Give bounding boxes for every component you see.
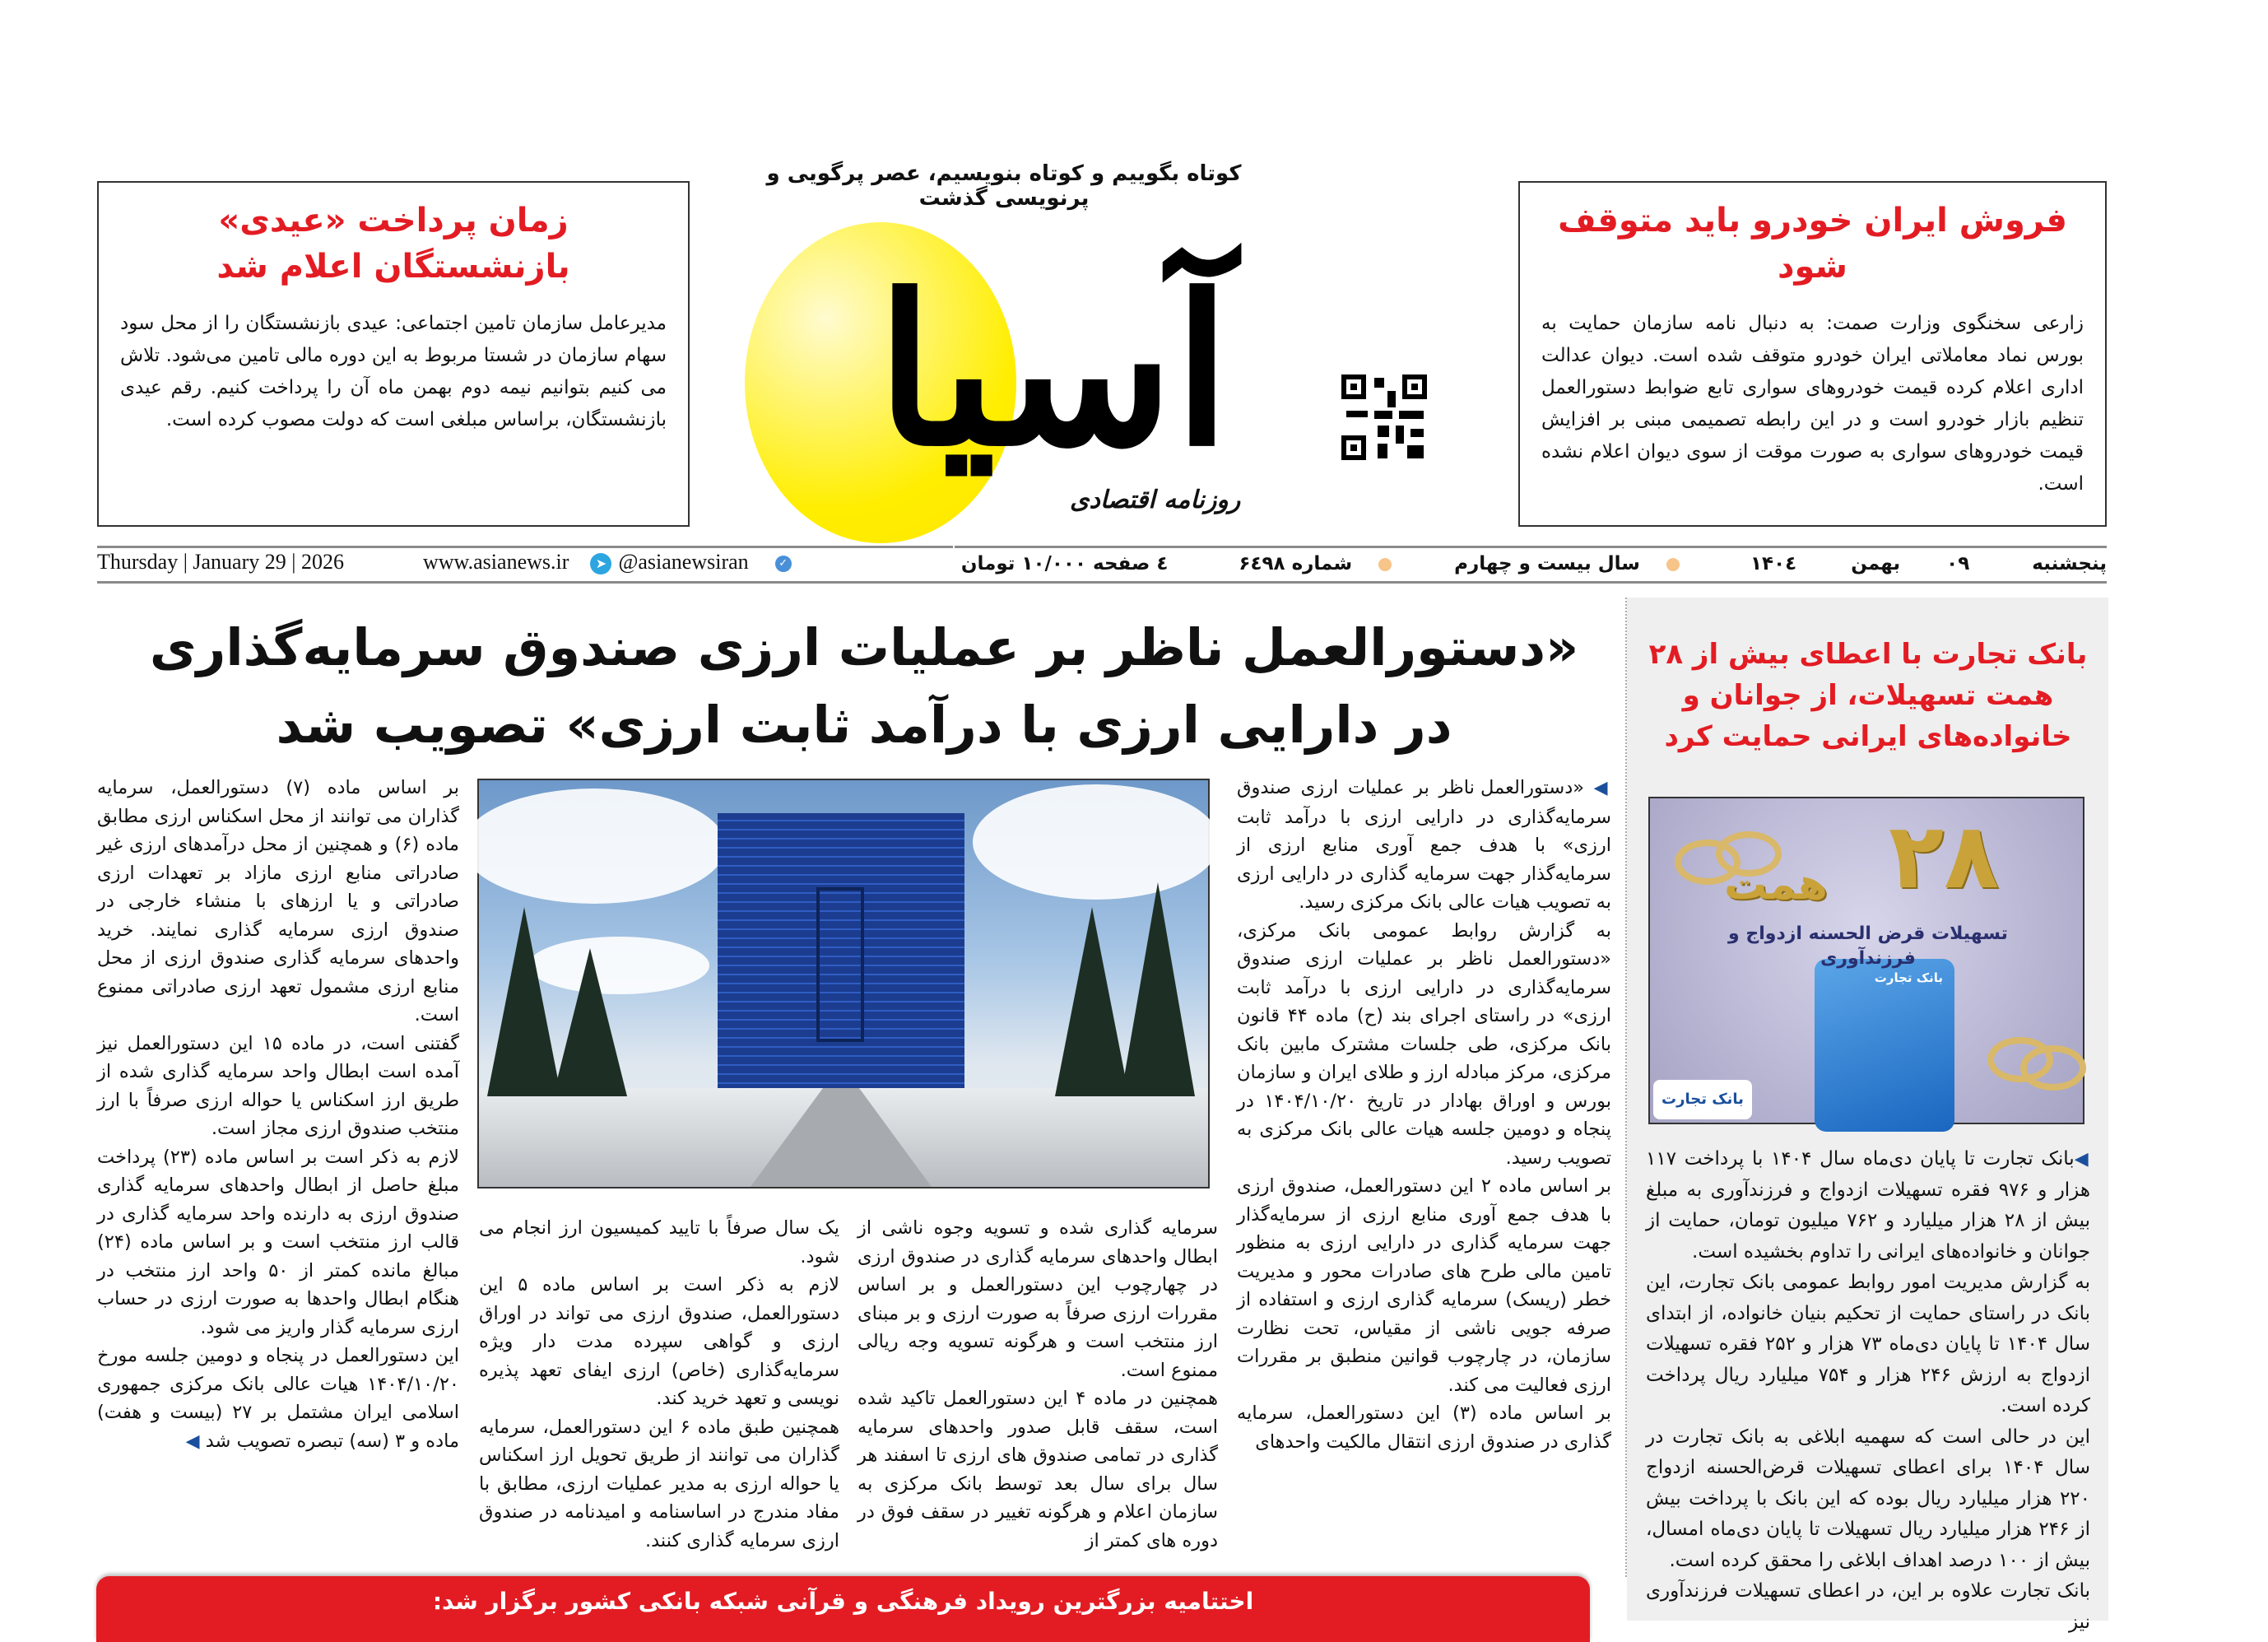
central-bank-photo: [477, 779, 1210, 1188]
issue-number: شماره ۶٤۹۸: [1239, 553, 1353, 574]
masthead-slogan: کوتاه بگوییم و کوتاه بنویسیم، عصر پرگویی و پرنویسی گذشت: [766, 161, 1242, 211]
article-column-3: [479, 1214, 839, 1555]
month: بهمن: [1851, 553, 1901, 574]
weekday: پنجشنبه: [2032, 553, 2107, 574]
year: ۱۴۰٤: [1750, 553, 1797, 574]
main-headline-line2: در دارایی ارزی با درآمد ثابت ارزی» تصویب شد: [276, 695, 1452, 755]
paragraph: سرمایه گذاری شده و تسویه وجوه ناشی از ابطال واحدهای سرمایه گذاری در صندوق ارزی در چهارچوب این دستورالعمل و بر اساس مقررات ارزی صرفاً به صورت ارزی و بر مبنای ارز منتخب است و هرگونه تسویه وجه ریالی ممنوع است.: [857, 1217, 1218, 1381]
main-headline[interactable]: [123, 609, 1605, 764]
separator-dot-icon: [1378, 558, 1392, 571]
bullet-arrow-icon: ◀: [1593, 778, 1612, 798]
bottom-news-banner[interactable]: [96, 1576, 1590, 1642]
teaser-box-iran-khodro[interactable]: [1518, 181, 2107, 527]
issue-info-en: [97, 550, 792, 574]
banner-text: اختتامیه بزرگترین رویداد فرهنگی و قرآنی شبکه بانکی کشور برگزار شد:: [432, 1588, 1254, 1615]
main-headline-line1: «دستورالعمل ناظر بر عملیات ارزی صندوق سرمایه‌گذاری: [149, 617, 1579, 677]
paragraph: همچنین در ماده ۴ این دستورالعمل تاکید شده است، سقف قابل صدور واحدهای سرمایه گذاری در تمامی صندوق های ارزی تا اسفند هر سال برای سال بعد توسط بانک مرکزی به سازمان اعلام و هرگونه تغییر در سقف فوق در دوره های کمتر از: [857, 1388, 1218, 1551]
sidebar-article: [1646, 1144, 2090, 1638]
masthead-subtitle: روزنامه اقتصادی: [1070, 486, 1241, 514]
paragraph: بر اساس ماده (۷) دستورالعمل، سرمایه گذاران می توانند از محل اسکناس ارزی مطابق ماده (۶) و همچنین از محل درآمدهای ارزی غیر صادراتی منابع ارزی مازاد بر تعهدات ارزی صادراتی و یا ارزهای با منشاء خارجی در صندوق ارزی سرمایه گذاری نمایند. خرید واحدهای سرمایه گذاری صندوق ارزی از محل منابع ارزی مشمول تعهد ارزی صادراتی ممنوع است.: [97, 777, 459, 1026]
paragraph: گفتنی است، در ماده ۱۵ این دستورالعمل نیز آمده است ابطال واحد سرمایه گذاری شده از طریق ارز اسکناس یا حواله ارزی صرفاً با ارز منتخب صندوق ارزی مجاز است.: [97, 1032, 459, 1139]
teaser-body: مدیرعامل سازمان تامین اجتماعی: عیدی بازنشستگان را از محل سود سهام سازمان در شستا مربوط به این دوره مالی تامین می‌شود. تلاش می کنیم بتوانیم نیمه دوم بهمن ماه آن را پرداخت کنیم. رقم عیدی بازنشستگان، براساس مبلغی است که دولت مصوب کرده است.: [120, 313, 667, 430]
article-column-2: [857, 1214, 1218, 1555]
pages-price: ٤ صفحه ۱۰/۰۰۰ تومان: [960, 553, 1169, 574]
paragraph: بر اساس ماده ۲ این دستورالعمل، صندوق ارزی با هدف جمع آوری منابع ارزی از سرمایه‌گذار جهت سرمایه گذاری در دارایی ارزی به منظور تامین مالی طرح های صادرات محور و مدیریت خطر (ریسک) سرمایه گذاری ارزی و استفاده از صرفه جویی ناشی از مقیاس، تحت نظارت سازمان، در چارچوب قوانین منطبق بر مقررات ارزی فعالیت می کند.: [1237, 1175, 1612, 1396]
paragraph: بر اساس ماده (۳) این دستورالعمل، سرمایه گذاری در صندوق ارزی انتقال مالکیت واحدهای: [1237, 1402, 1611, 1453]
divider: [955, 546, 2107, 548]
paragraph: لازم به ذکر است بر اساس ماده ۵ این دستورالعمل، صندوق ارزی می تواند در اوراق ارزی و گواهی سپرده مدت دار ویژه سرمایه‌گذاری (خاص) ارزی ایفای تعهد پذیره نویسی و تعهد خرید کند.: [479, 1274, 840, 1409]
paragraph: همچنین طبق ماده ۶ این دستورالعمل، سرمایه گذاران می توانند از طریق تحویل ارز اسکناس یا حواله ارزی به مدیر عملیات ارزی، مطابق با مفاد مندرج در اساسنامه و امیدنامه در صندوق ارزی سرمایه گذاری کنند.: [479, 1416, 839, 1551]
article-column-4: [97, 774, 459, 1456]
sidebar-headline[interactable]: بانک تجارت با اعطای بیش از ۲۸ همت تسهیلات، از جوانان و خانواده‌های ایرانی حمایت کرد: [1648, 638, 2088, 753]
masthead-logo-text: آسیا: [876, 249, 1231, 491]
article-column-1: [1237, 774, 1611, 1456]
teaser-headline[interactable]: فروش ایران خودرو باید متوقف شود: [1558, 202, 2067, 286]
qr-code-icon[interactable]: [1341, 374, 1427, 460]
bank-card-image: [1815, 959, 1954, 1132]
tower-shape: [718, 813, 964, 1109]
paragraph: بانک تجارت تا پایان دی‌ماه سال ۱۴۰۴ با پرداخت ۱۱۷ هزار و ۹۷۶ فقره تسهیلات ازدواج و فرزندآوری به مبلغ بیش از ۲۸ هزار میلیارد و ۷۶۲ میلیون تومان، حمایت از جوانان و خانواده‌های ایرانی را تداوم بخشیده است.: [1646, 1148, 2091, 1263]
paragraph: به گزارش مدیریت امور روابط عمومی بانک تجارت، این بانک در راستای حمایت از تحکیم بنیان خانواده، از ابتدای سال ۱۴۰۴ تا پایان دی‌ماه ۷۳ هزار و ۲۵۲ فقره تسهیلات ازدواج به ارزش ۲۴۶ هزار و ۷۵۴ میلیارد ریال پرداخت کرده است.: [1646, 1272, 2091, 1416]
website-link[interactable]: www.asianews.ir: [423, 550, 569, 574]
paragraph: به گزارش روابط عمومی بانک مرکزی، «دستورالعمل ناظر بر عملیات ارزی صندوق سرمایه‌گذاری در دارایی ارزی با درآمد ثابت ارزی» در راستای اجرای بند (ح) ماده ۴۴ قانون بانک مرکزی، طی جلسات مشترک مابین بانک مرکزی، مرکز مبادله ارز و طلای ایران و سازمان بورس و اوراق بهادار در تاریخ ۱۴۰۴/۱۰/۲۰ در پنجاه و دومین جلسه هیات عالی بانک مرکزی به تصویب رسید.: [1237, 919, 1611, 1169]
paragraph: یک سال صرفاً با تایید کمیسیون ارز انجام می شود.: [479, 1217, 839, 1268]
teaser-box-pensioners-bonus[interactable]: [97, 181, 690, 527]
divider: [97, 546, 953, 548]
card-brand: بانک تجارت: [1874, 970, 1943, 985]
ad-tagline: تسهیلات قرض الحسنه ازدواج و فرزندآوری: [1728, 923, 2008, 969]
ad-unit: همت: [1724, 860, 1828, 909]
separator-dot-icon: [1666, 558, 1680, 571]
day: ۰۹: [1946, 553, 1970, 574]
end-arrow-icon: ◀: [185, 1430, 200, 1452]
tejarat-bank-ad[interactable]: [1648, 797, 2084, 1124]
verified-badge-icon: ✓: [775, 556, 792, 572]
ad-number: ۲۸: [1889, 803, 2000, 909]
teaser-headline[interactable]: زمان پرداخت «عیدی» بازنشستگان اعلام شد: [216, 202, 570, 286]
tejarat-logo: بانک تجارت: [1653, 1080, 1752, 1119]
volume: سال بیست و چهارم: [1454, 553, 1640, 574]
paragraph: این در حالی است که سهمیه ابلاغی به بانک تجارت در سال ۱۴۰۴ برای اعطای تسهیلات قرض‌الحسنه ازدواج ۲۲۰ هزار میلیارد ریال بوده که این بانک با پرداخت بیش از ۲۴۶ هزار میلیارد ریال تسهیلات تا پایان دی‌ماه امسال، بیش از ۱۰۰ درصد اهداف ابلاغی را محقق کرده است.: [1646, 1426, 2091, 1571]
paragraph: لازم به ذکر است بر اساس ماده (۲۳) پرداخت مبلغ حاصل از ابطال واحدهای سرمایه گذاری صندوق ارزی به دارنده واحد سرمایه گذاری در قالب ارز منتخب است و بر اساس ماده (۲۴) مبالغ مانده کمتر از ۵۰ واحد ارز منتخب در هنگام ابطال واحدها به صورت ارزی در حساب ارزی سرمایه گذار واریز می شود.: [97, 1146, 459, 1338]
teaser-body: زارعی سخنگوی وزارت صمت: به دنبال نامه سازمان حمایت به بورس نماد معاملاتی ایران خودرو متوقف شده است. دیوان عدالت اداری اعلام کرده قیمت خودروهای سواری تابع ضوابط دستورالعمل تنظیم بازار خودرو است و در این رابطه تصمیمی مبنی بر افزایش قیمت خودروهای سواری به صورت موقت از سوی دیوان اعلام نشده است.: [1541, 313, 2084, 495]
bullet-arrow-icon: ◀: [2074, 1149, 2090, 1170]
paragraph: بانک تجارت علاوه بر این، در اعطای تسهیلات فرزندآوری نیز: [1646, 1580, 2090, 1633]
photo-alt: [479, 780, 480, 781]
telegram-handle[interactable]: @asianewsiran: [618, 550, 749, 574]
divider: [97, 581, 2107, 584]
telegram-icon[interactable]: ➤: [590, 553, 611, 574]
paragraph: این دستورالعمل در پنجاه و دومین جلسه مورخ ۱۴۰۴/۱۰/۲۰ هیات عالی بانک مرکزی جمهوری اسلامی ایران مشتمل بر ۲۷ (بیست و هفت) ماده و ۳ (سه) تبصره تصویب شد: [97, 1345, 459, 1452]
paragraph: «دستورالعمل ناظر بر عملیات ارزی صندوق سرمایه‌گذاری در دارایی ارزی با درآمد ثابت ارزی» با هدف جمع آوری منابع ارزی از سرمایه‌گذار جهت سرمایه گذاری در دارایی ارزی به تصویب هیات عالی بانک مرکزی رسید.: [1237, 777, 1611, 913]
issue-info-fa: [960, 553, 2107, 574]
date-en: Thursday | January 29 | 2026: [97, 550, 344, 574]
